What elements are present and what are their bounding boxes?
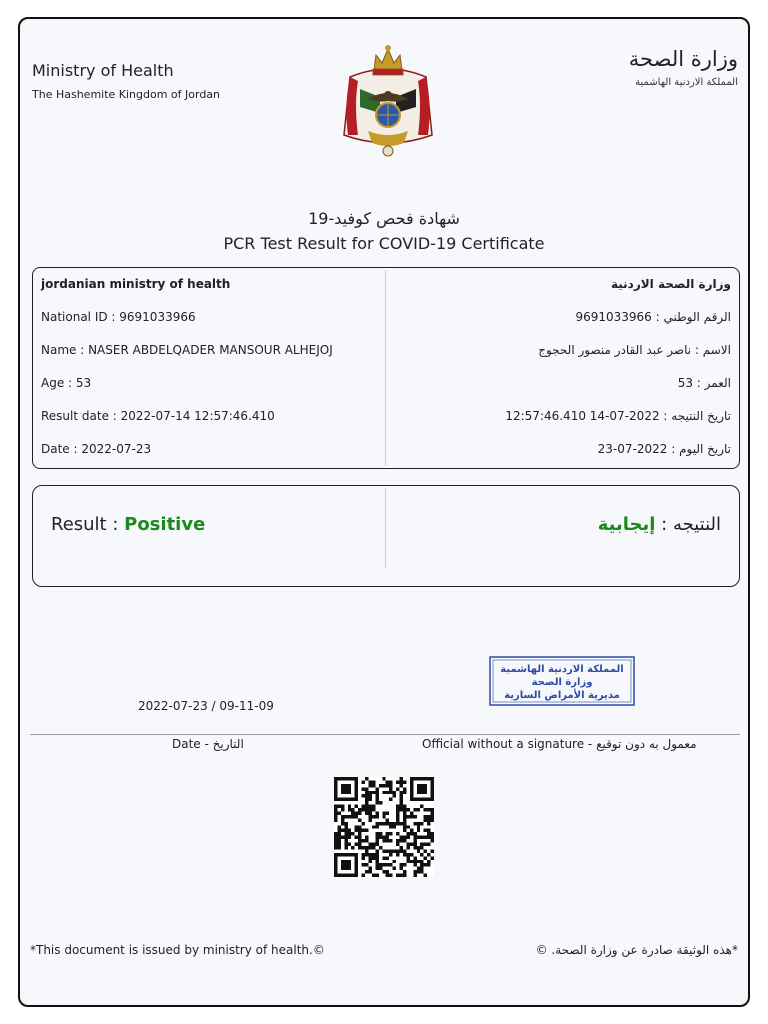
issue-datetime: 2022-07-23 / 09-11-09 [138,699,274,713]
info-column-en [41,276,381,474]
result-date-ar: تاريخ النتيجه : 2022-07-14 12:57:46.410 [505,409,731,423]
info-divider [385,270,386,466]
info-column-ar [391,276,731,474]
national-id-en: National ID : 9691033966 [41,310,196,324]
name-en: Name : NASER ABDELQADER MANSOUR ALHEJOJ [41,343,333,357]
age-en: Age : 53 [41,376,92,390]
header-en [32,61,220,101]
signature-line [30,734,740,735]
official-label: Official without a signature - معمول به دون توقيع [422,737,697,751]
national-id-ar: الرقم الوطني : 9691033966 [575,310,731,324]
certificate-title-en: PCR Test Result for COVID-19 Certificate [223,234,545,253]
jordan-coat-of-arms-icon [338,39,438,163]
date-ar: تاريخ اليوم : 2022-07-23 [597,442,731,456]
result-label-en: Result : [51,514,125,535]
kingdom-subtitle-en: The Hashemite Kingdom of Jordan [32,88,221,101]
name-ar: الاسم : ناصر عبد القادر منصور الحجوج [538,343,731,357]
age-ar: العمر : 53 [677,376,731,390]
certificate-titles [20,209,748,253]
result-ar [598,514,721,535]
qr-code-icon [332,777,436,877]
footer-note-en: *This document is issued by ministry of health.© [30,943,325,957]
kingdom-subtitle-ar: المملكة الاردنية الهاشمية [635,77,738,88]
result-box [32,485,740,587]
personal-info-box [32,267,740,469]
footer-note-ar: *هذه الوثيقة صادرة عن وزارة الصحة. © [535,943,738,957]
result-value-en: Positive [124,514,206,535]
ministry-title-ar: وزارة الصحة [628,47,738,71]
date-en: Date : 2022-07-23 [41,442,152,456]
result-divider [385,488,386,568]
result-value-ar: إيجابية [597,514,656,535]
ministry-title-en: Ministry of Health [32,61,174,80]
certificate-page [18,17,750,1007]
result-label-ar: النتيجه : [655,514,721,535]
certificate-title-ar: شهادة فحص كوفيد-19 [308,209,460,228]
result-en [51,514,205,535]
ministry-stamp [488,655,636,707]
stamp-line-2: وزارة الصحة [531,677,593,688]
stamp-line-1: المملكة الاردنية الهاشمية [500,664,624,675]
header-ar [629,47,738,88]
stamp-line-3: مديرية الأمراض السارية [504,690,620,701]
result-date-en: Result date : 2022-07-14 12:57:46.410 [41,409,275,423]
date-label: Date - التاريخ [172,737,244,751]
issuer-en: jordanian ministry of health [41,277,231,291]
issuer-ar: وزارة الصحة الاردنية [611,277,731,291]
